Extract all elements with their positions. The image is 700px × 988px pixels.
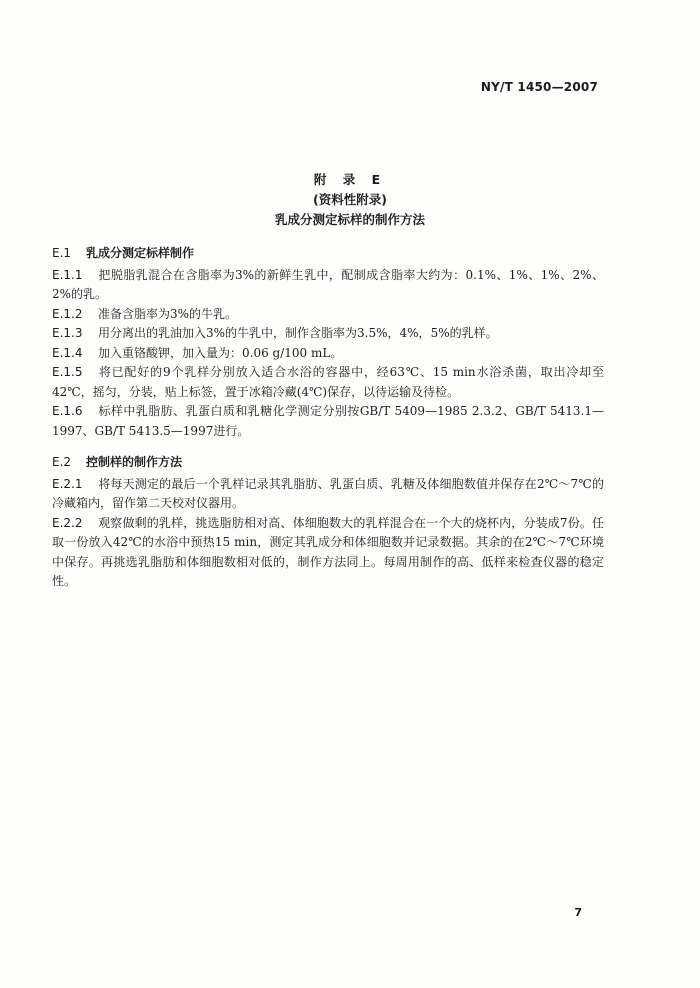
clause-number: E.1.5 xyxy=(52,365,83,379)
clause-text: 标样中乳脂肪、乳蛋白质和乳糖化学测定分别按GB/T 5409—1985 2.3.2、GB/T 5413.1—1997、GB/T 5413.5—1997进行。 xyxy=(52,404,604,438)
clause-text: 准备含脂率为3%的牛乳。 xyxy=(98,306,238,321)
page-number: 7 xyxy=(574,906,582,919)
clause xyxy=(52,475,604,514)
section-number: E.2 xyxy=(52,455,72,469)
appendix-type: (资料性附录) xyxy=(313,192,387,207)
clause-number: E.1.4 xyxy=(52,345,83,360)
clause-number: E.2.2 xyxy=(52,515,83,530)
clause-number: E.1.1 xyxy=(52,267,83,282)
section-heading xyxy=(52,453,604,473)
appendix-title: 乳成分测定标样的制作方法 xyxy=(274,212,425,227)
clause-text: 将已配好的9个乳样分别放入适合水浴的容器中，经63℃、15 min水浴杀菌，取出冷却至42℃，摇匀，分装，贴上标签，置于冰箱冷藏(4℃)保存，以待运输及待检。 xyxy=(52,365,604,399)
clause-text: 将每天测定的最后一个乳样记录其乳脂肪、乳蛋白质、乳糖及体细胞数值并保存在2℃～7℃的冷藏箱内，留作第二天校对仪器用。 xyxy=(52,476,604,510)
clause-text: 加入重铬酸钾，加入量为：0.06 g/100 mL。 xyxy=(98,345,343,360)
clause-number: E.1.6 xyxy=(52,404,83,418)
clause-text: 用分离出的乳油加入3%的牛乳中，制作含脂率为3.5%，4%，5%的乳样。 xyxy=(98,326,498,340)
section-number: E.1 xyxy=(52,246,72,260)
document-body xyxy=(52,244,604,592)
section-title: 控制样的制作方法 xyxy=(86,455,183,469)
clause-number: E.1.2 xyxy=(52,306,83,321)
clause xyxy=(52,514,604,592)
clause-number: E.2.1 xyxy=(52,476,83,491)
section-heading xyxy=(52,244,604,264)
clause xyxy=(52,344,604,364)
standard-code: NY/T 1450—2007 xyxy=(480,80,598,94)
clause xyxy=(52,324,604,344)
clause xyxy=(52,363,604,402)
clause xyxy=(52,305,604,325)
clause xyxy=(52,402,604,441)
clause xyxy=(52,266,604,305)
clause-text: 观察做剩的乳样，挑选脂肪相对高、体细胞数大的乳样混合在一个大的烧杯内，分装成7份。任取一份放入42℃的水浴中预热15 min，测定其乳成分和体细胞数并记录数据。其余的在2℃～7℃环境中保存。再挑选乳脂肪和体细胞数相对低的，制作方法同上。每周用制作的高、低样来检查仪器的稳定性。 xyxy=(52,515,604,588)
appendix-label: 附 录 E xyxy=(313,172,387,187)
clause-number: E.1.3 xyxy=(52,326,83,340)
section-title: 乳成分测定标样制作 xyxy=(86,246,195,260)
clause-text: 把脱脂乳混合在含脂率为3%的新鲜生乳中，配制成含脂率大约为：0.1%、1%、1%、2%、2%的乳。 xyxy=(52,267,604,301)
